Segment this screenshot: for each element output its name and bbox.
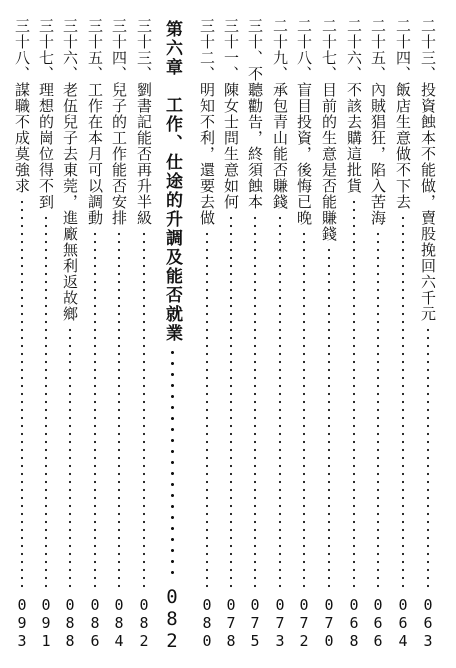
entry-title: 二十四、飯店生意做不下去: [394, 18, 412, 210]
dot-leader: [171, 347, 174, 580]
entry-page-number: 075: [246, 596, 264, 650]
entry-title: 三十三、劉書記能否再升半級: [135, 18, 153, 226]
toc-entry: [294, 18, 314, 650]
toc-entry: [221, 18, 241, 650]
dot-leader: [21, 198, 23, 590]
dot-leader: [118, 230, 120, 590]
dot-leader: [230, 214, 232, 590]
toc-entry: [245, 18, 265, 650]
dot-leader: [45, 214, 47, 590]
dot-leader: [377, 230, 379, 590]
entry-title: 三十七、理想的崗位得不到: [37, 18, 55, 210]
entry-title: 三十六、老伍兒子去東莞，進廠無利返故鄉: [61, 18, 79, 322]
entry-title: 二十五、內賊猖狂，陷入苦海: [369, 18, 387, 226]
entry-page-number: 082: [135, 596, 153, 650]
chapter-page-number: 082: [161, 586, 183, 652]
entry-title: 二十三、投資蝕本不能做，賣股挽回六千元: [419, 18, 437, 322]
chapter-heading: [160, 20, 184, 652]
entry-page-number: 068: [345, 596, 363, 650]
entry-page-number: 072: [295, 596, 313, 650]
chapter-title: 第六章 工作、仕途的升調及能否就業: [162, 20, 182, 343]
toc-entry: [36, 18, 56, 650]
toc-entry: [12, 18, 32, 650]
toc-entry: [134, 18, 154, 650]
dot-leader: [353, 198, 355, 590]
entry-page-number: 091: [37, 596, 55, 650]
entry-title: 三十、不聽勸告，終須蝕本: [246, 18, 264, 210]
toc-entry: [109, 18, 129, 650]
entry-title: 三十八、謀職不成莫強求: [13, 18, 31, 194]
entry-page-number: 084: [110, 596, 128, 650]
entry-title: 三十四、兒子的工作能否安排: [110, 18, 128, 226]
entry-title: 三十一、陳女士問生意如何: [222, 18, 240, 210]
entry-title: 二十九、承包青山能否賺錢: [271, 18, 289, 210]
dot-leader: [328, 246, 330, 590]
dot-leader: [303, 230, 305, 590]
entry-title: 二十七、目前的生意是否能賺錢: [320, 18, 338, 242]
entry-page-number: 073: [271, 596, 289, 650]
toc-entry: [197, 18, 217, 650]
entry-title: 二十八、盲目投資，後悔已晚: [295, 18, 313, 226]
toc-entry: [319, 18, 339, 650]
toc-entry: [60, 18, 80, 650]
dot-leader: [206, 230, 208, 590]
toc-entry: [85, 18, 105, 650]
entry-title: 二十六、不該去購這批貨: [345, 18, 363, 194]
dot-leader: [94, 230, 96, 590]
entry-page-number: 093: [13, 596, 31, 650]
entry-page-number: 070: [320, 596, 338, 650]
entry-page-number: 066: [369, 596, 387, 650]
dot-leader: [143, 230, 145, 590]
entry-page-number: 080: [198, 596, 216, 650]
entry-page-number: 064: [394, 596, 412, 650]
toc-entry: [368, 18, 388, 650]
entry-page-number: 086: [86, 596, 104, 650]
toc-entry: [344, 18, 364, 650]
toc-entry: [270, 18, 290, 650]
entry-page-number: 063: [419, 596, 437, 650]
entry-title: 三十五、工作在本月可以調動: [86, 18, 104, 226]
dot-leader: [427, 326, 429, 590]
dot-leader: [254, 214, 256, 590]
toc-entry: [418, 18, 438, 650]
dot-leader: [279, 214, 281, 590]
dot-leader: [69, 326, 71, 590]
entry-page-number: 078: [222, 596, 240, 650]
entry-page-number: 088: [61, 596, 79, 650]
dot-leader: [402, 214, 404, 590]
entry-title: 三十二、明知不利，還要去做: [198, 18, 216, 226]
toc-entry: [393, 18, 413, 650]
